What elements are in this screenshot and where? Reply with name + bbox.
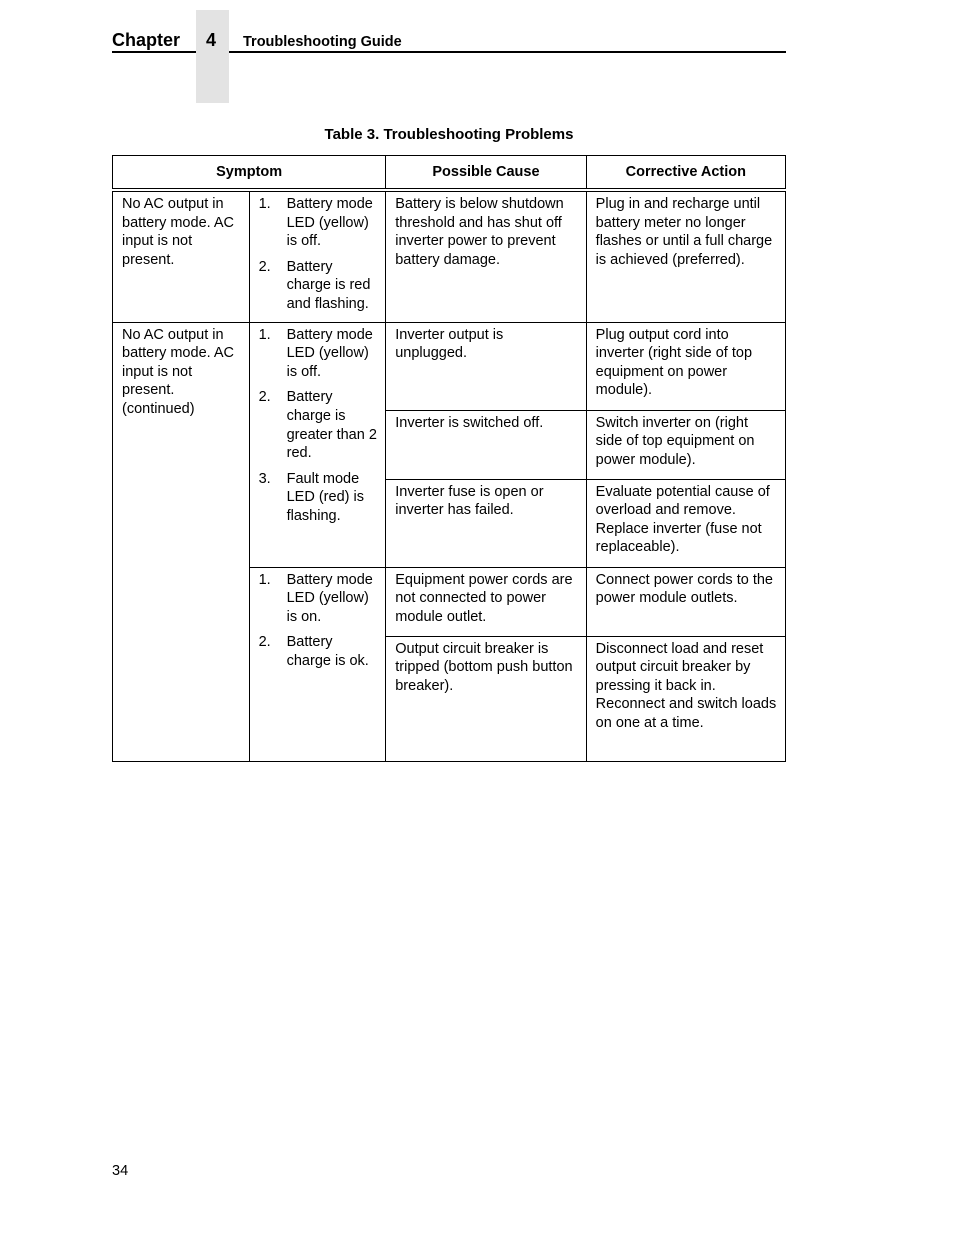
cause-cell: Equipment power cords are not connected to power module outlet. bbox=[386, 567, 586, 636]
indicator-cell bbox=[249, 567, 386, 761]
troubleshooting-table bbox=[112, 155, 786, 762]
action-cell: Evaluate potential cause of overload and remove. Replace inverter (fuse not replaceable). bbox=[586, 479, 785, 567]
indicator-cell bbox=[249, 322, 386, 567]
action-cell: Plug output cord into inverter (right side of top equipment on power module). bbox=[586, 322, 785, 410]
cause-cell: Inverter fuse is open or inverter has failed. bbox=[386, 479, 586, 567]
list-item: 3. Fault mode LED (red) is flashing. bbox=[258, 470, 364, 524]
table-caption: Table 3. Troubleshooting Problems bbox=[324, 126, 574, 143]
page-number: 34 bbox=[112, 1163, 129, 1179]
list-item: 2. Battery charge is red and flashing. bbox=[258, 258, 371, 312]
header-possible-cause: Possible Cause bbox=[386, 156, 586, 191]
table-row bbox=[113, 322, 786, 410]
action-cell: Switch inverter on (right side of top equipment on power module). bbox=[586, 410, 785, 479]
cause-cell: Inverter is switched off. bbox=[386, 410, 586, 479]
cause-cell: Inverter output is unplugged. bbox=[386, 322, 586, 410]
list-item: 1. Battery mode LED (yellow) is on. bbox=[258, 571, 373, 625]
symptom-cell: No AC output in battery mode. AC input is not present. bbox=[113, 190, 250, 322]
list-item: 1. Battery mode LED (yellow) is off. bbox=[258, 326, 373, 380]
indicator-list bbox=[259, 326, 378, 526]
action-cell: Plug in and recharge until battery meter no longer flashes or until a full charge is achieved (preferred). bbox=[586, 190, 785, 322]
section-title: Troubleshooting Guide bbox=[243, 34, 402, 50]
action-cell: Connect power cords to the power module outlets. bbox=[586, 567, 785, 636]
cause-cell: Battery is below shutdown threshold and has shut off inverter power to prevent battery damage. bbox=[386, 190, 586, 322]
chapter-rule-right bbox=[229, 51, 786, 53]
list-item: 1. Battery mode LED (yellow) is off. bbox=[258, 196, 373, 250]
table-header-row bbox=[113, 156, 786, 191]
chapter-number: 4 bbox=[205, 30, 216, 50]
list-item: 2. Battery charge is ok. bbox=[258, 634, 369, 669]
list-item: 2. Battery charge is greater than 2 red. bbox=[258, 389, 377, 462]
table-row bbox=[113, 190, 786, 322]
header-symptom: Symptom bbox=[113, 156, 386, 191]
symptom-cell: No AC output in battery mode. AC input is not present. (continued) bbox=[113, 322, 250, 761]
action-cell: Disconnect load and reset output circuit breaker by pressing it back in. Reconnect and switch loads on one at a time. bbox=[586, 636, 785, 761]
header-corrective-action: Corrective Action bbox=[586, 156, 785, 191]
indicator-list bbox=[259, 571, 378, 671]
indicator-list bbox=[259, 195, 378, 314]
cause-cell: Output circuit breaker is tripped (bottom push button breaker). bbox=[386, 636, 586, 761]
chapter-rule-left bbox=[112, 51, 196, 53]
chapter-tab bbox=[196, 10, 229, 103]
chapter-label: Chapter bbox=[112, 30, 181, 50]
indicator-cell bbox=[249, 190, 386, 322]
